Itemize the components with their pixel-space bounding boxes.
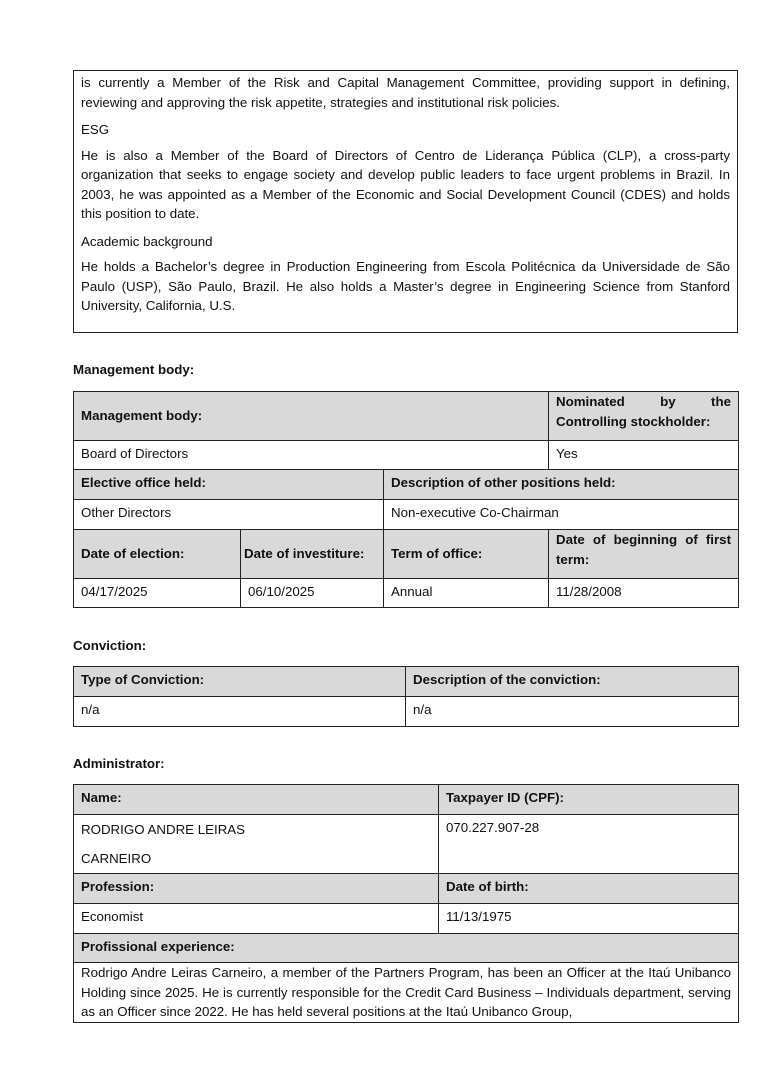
name-label: Name: <box>74 785 439 815</box>
bio-paragraph: He holds a Bachelor’s degree in Production Engineering from Escola Politécnica da Universidade de São Paulo (USP), São Paulo, Brazil. He also holds a Master’s degree in Engineering Science from Stanford University, California, U.S. <box>81 259 730 313</box>
management-body-value: Board of Directors <box>74 441 549 470</box>
conviction-heading: Conviction: <box>73 638 147 653</box>
experience-text: Rodrigo Andre Leiras Carneiro, a member of the Partners Program, has been an Officer at the Itaú Unibanco Holding since 2025. He is currently responsible for the Credit Card Business – Individuals department, serving as an Officer since 2022. He has held several positions at the Itaú Unibanco Group, <box>74 963 739 1023</box>
birth-date-label: Date of birth: <box>439 874 739 904</box>
nominated-label: Nominated by the Controlling stockholder: <box>549 392 739 441</box>
elective-office-value: Other Directors <box>74 500 384 530</box>
profession-value: Economist <box>74 904 439 934</box>
election-date-label: Date of election: <box>74 530 241 579</box>
administrator-heading: Administrator: <box>73 756 165 771</box>
conviction-type-label: Type of Conviction: <box>74 667 406 697</box>
management-table <box>73 391 739 608</box>
profession-label: Profession: <box>74 874 439 904</box>
conviction-table <box>73 666 739 727</box>
first-term-label: Date of beginning of first term: <box>549 530 739 579</box>
investiture-date-value: 06/10/2025 <box>241 579 384 608</box>
conviction-description-label: Description of the conviction: <box>406 667 739 697</box>
biography-box <box>73 70 738 333</box>
election-date-value: 04/17/2025 <box>74 579 241 608</box>
term-value: Annual <box>384 579 549 608</box>
other-positions-value: Non-executive Co-Chairman <box>384 500 739 530</box>
other-positions-label: Description of other positions held: <box>384 470 739 500</box>
name-value <box>74 815 439 874</box>
first-term-value: 11/28/2008 <box>549 579 739 608</box>
administrator-table <box>73 784 739 1023</box>
academic-title: Academic background <box>81 233 213 249</box>
management-body-label: Management body: <box>74 392 549 441</box>
term-label: Term of office: <box>384 530 549 579</box>
esg-title: ESG <box>81 122 110 137</box>
cpf-value: 070.227.907-28 <box>439 815 739 874</box>
name-line-1: RODRIGO ANDRE LEIRAS <box>81 822 246 837</box>
bio-paragraph: He is also a Member of the Board of Directors of Centro de Liderança Pública (CLP), a cross-party organization that seeks to engage society and develop public leaders to face urgent problems in Brazil. In 2003, he was appointed as a Member of the Economic and Social Development Council (CDES) and holds this position to date. <box>81 147 730 221</box>
cpf-label: Taxpayer ID (CPF): <box>439 785 739 815</box>
conviction-type-value: n/a <box>74 697 406 727</box>
name-line-2: CARNEIRO <box>81 851 152 866</box>
conviction-description-value: n/a <box>406 697 739 727</box>
management-heading: Management body: <box>73 362 195 377</box>
bio-paragraph: is currently a Member of the Risk and Capital Management Committee, providing support in defining, reviewing and approving the risk appetite, strategies and institutional risk policies. <box>81 75 730 110</box>
nominated-value: Yes <box>549 441 739 470</box>
birth-date-value: 11/13/1975 <box>439 904 739 934</box>
investiture-date-label: Date of investiture: <box>241 530 384 579</box>
elective-office-label: Elective office held: <box>74 470 384 500</box>
experience-label: Profissional experience: <box>74 934 739 963</box>
